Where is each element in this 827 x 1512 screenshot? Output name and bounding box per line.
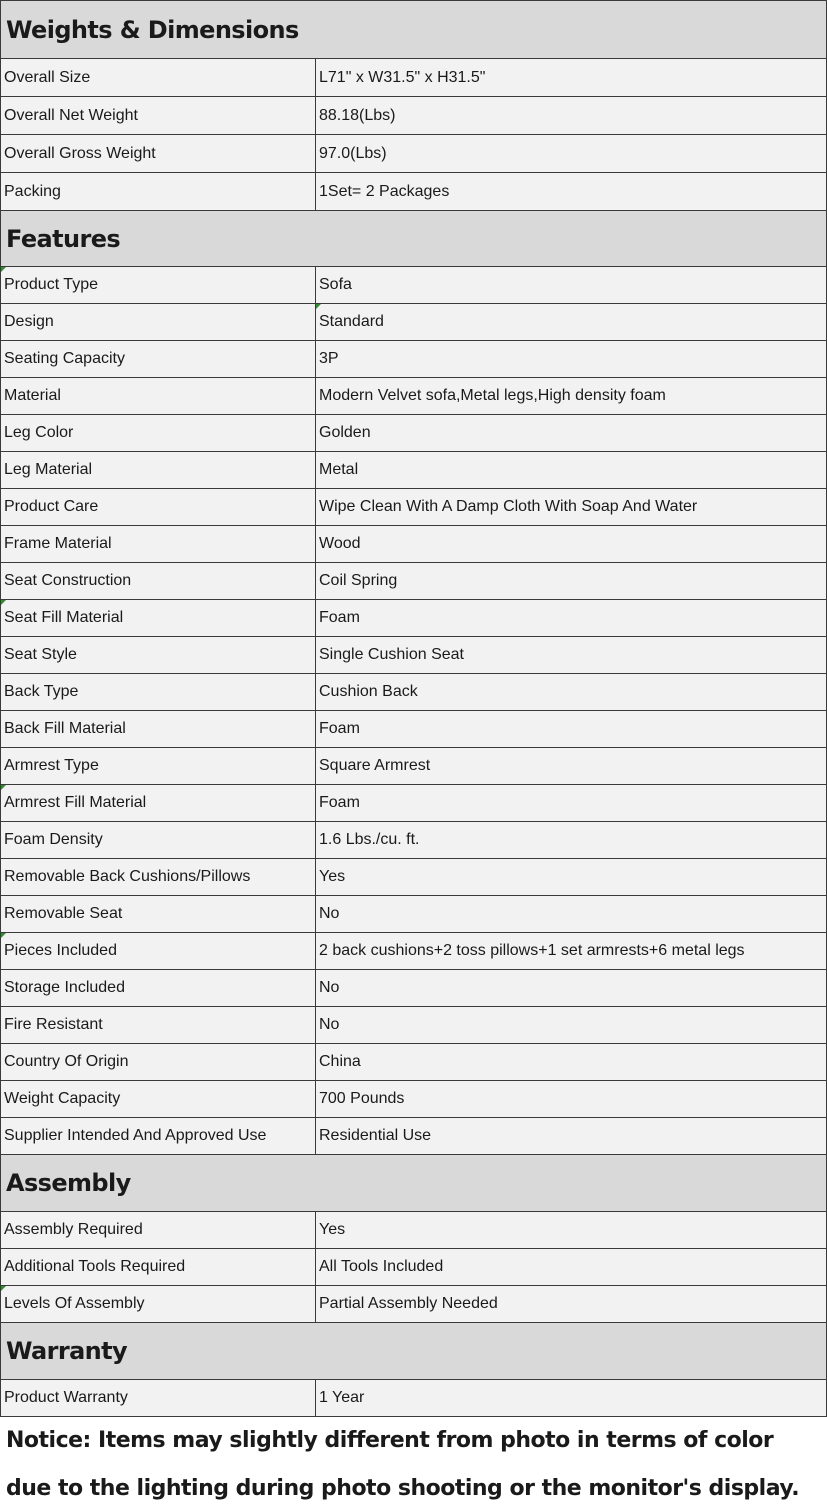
spec-label: Product Type: [4, 276, 98, 293]
corner-marker-icon: [1, 933, 6, 938]
spec-value: Single Cushion Seat: [316, 637, 827, 674]
spec-value: Golden: [316, 415, 827, 452]
table-row: [1, 59, 827, 97]
table-row: [1, 970, 827, 1007]
table-row: [1, 526, 827, 563]
spec-label: Armrest Fill Material: [4, 794, 147, 811]
spec-label: Country Of Origin: [1, 1044, 316, 1081]
table-row: [1, 1118, 827, 1155]
spec-value: Foam: [316, 785, 827, 822]
spec-value: Standard: [319, 313, 384, 330]
table-row: [1, 1007, 827, 1044]
corner-marker-icon: [316, 304, 321, 309]
table-row: [1, 341, 827, 378]
spec-label: Packing: [1, 173, 316, 211]
table-row: [1, 489, 827, 526]
spec-label: Seat Fill Material: [4, 609, 124, 626]
spec-label: Storage Included: [1, 970, 316, 1007]
table-row: [1, 711, 827, 748]
spec-value: 1Set= 2 Packages: [316, 173, 827, 211]
spec-value: Metal: [316, 452, 827, 489]
spec-value: 2 back cushions+2 toss pillows+1 set armrests+6 metal legs: [316, 933, 827, 970]
spec-label: Levels Of Assembly: [4, 1295, 145, 1312]
section-title: Weights & Dimensions: [1, 1, 827, 59]
section-header-warranty: [1, 1323, 827, 1380]
spec-label: Weight Capacity: [1, 1081, 316, 1118]
section-title: Features: [1, 211, 827, 267]
corner-marker-icon: [1, 267, 6, 272]
spec-value: No: [316, 970, 827, 1007]
table-row: [1, 822, 827, 859]
spec-label: Overall Gross Weight: [1, 135, 316, 173]
table-row: [1, 600, 827, 637]
table-row: [1, 859, 827, 896]
spec-label: Fire Resistant: [1, 1007, 316, 1044]
section-title: Assembly: [1, 1155, 827, 1212]
table-row: [1, 785, 827, 822]
spec-value: Square Armrest: [316, 748, 827, 785]
spec-value: Yes: [316, 1212, 827, 1249]
corner-marker-icon: [1, 1286, 6, 1291]
table-row: [1, 1212, 827, 1249]
spec-label: Seat Construction: [1, 563, 316, 600]
spec-label: Back Fill Material: [1, 711, 316, 748]
table-row: [1, 674, 827, 711]
spec-label: Armrest Type: [1, 748, 316, 785]
spec-label: Leg Color: [1, 415, 316, 452]
spec-value: No: [316, 896, 827, 933]
corner-marker-icon: [1, 785, 6, 790]
table-row: [1, 637, 827, 674]
table-row: [1, 97, 827, 135]
notice-line-1: Notice: Items may slightly different from photo in terms of color: [6, 1428, 774, 1453]
spec-label: Overall Net Weight: [1, 97, 316, 135]
table-row: [1, 1286, 827, 1323]
table-row: [1, 378, 827, 415]
table-row: [1, 1044, 827, 1081]
section-header-features: [1, 211, 827, 267]
spec-value: Partial Assembly Needed: [316, 1286, 827, 1323]
spec-value: 3P: [316, 341, 827, 378]
corner-marker-icon: [1, 600, 6, 605]
table-row: [1, 173, 827, 211]
spec-label: Back Type: [1, 674, 316, 711]
spec-label: Material: [1, 378, 316, 415]
spec-value: Foam: [316, 711, 827, 748]
spec-label: Seat Style: [1, 637, 316, 674]
spec-label: Removable Seat: [1, 896, 316, 933]
spec-value: Sofa: [316, 267, 827, 304]
table-row: [1, 748, 827, 785]
spec-value: Foam: [316, 600, 827, 637]
spec-value: Wood: [316, 526, 827, 563]
section-header-weights: [1, 1, 827, 59]
spec-label: Overall Size: [1, 59, 316, 97]
table-row: [1, 267, 827, 304]
spec-value: 700 Pounds: [316, 1081, 827, 1118]
spec-label: Removable Back Cushions/Pillows: [1, 859, 316, 896]
table-row: [1, 1380, 827, 1417]
spec-label: Foam Density: [1, 822, 316, 859]
spec-value: China: [316, 1044, 827, 1081]
section-title: Warranty: [1, 1323, 827, 1380]
spec-value: Modern Velvet sofa,Metal legs,High density foam: [316, 378, 827, 415]
table-row: [1, 1249, 827, 1286]
spec-label: Supplier Intended And Approved Use: [1, 1118, 316, 1155]
spec-value: 88.18(Lbs): [316, 97, 827, 135]
table-row: [1, 135, 827, 173]
spec-label: Frame Material: [1, 526, 316, 563]
table-row: [1, 415, 827, 452]
spec-value: Residential Use: [316, 1118, 827, 1155]
table-row: [1, 452, 827, 489]
table-row: [1, 896, 827, 933]
spec-label: Seating Capacity: [1, 341, 316, 378]
spec-label: Assembly Required: [1, 1212, 316, 1249]
spec-value: 1.6 Lbs./cu. ft.: [316, 822, 827, 859]
spec-label: Design: [1, 304, 316, 341]
spec-label: Leg Material: [1, 452, 316, 489]
table-row: [1, 933, 827, 970]
section-header-assembly: [1, 1155, 827, 1212]
spec-value: All Tools Included: [316, 1249, 827, 1286]
spec-label: Product Warranty: [1, 1380, 316, 1417]
spec-label: Additional Tools Required: [1, 1249, 316, 1286]
spec-value: Yes: [316, 859, 827, 896]
spec-label: Product Care: [1, 489, 316, 526]
spec-label: Pieces Included: [4, 942, 117, 959]
spec-value: Coil Spring: [316, 563, 827, 600]
spec-value: 1 Year: [316, 1380, 827, 1417]
spec-value: Cushion Back: [316, 674, 827, 711]
table-row: [1, 304, 827, 341]
table-row: [1, 1081, 827, 1118]
spec-value: L71" x W31.5" x H31.5": [316, 59, 827, 97]
spec-value: 97.0(Lbs): [316, 135, 827, 173]
table-row: [1, 563, 827, 600]
spec-value: No: [316, 1007, 827, 1044]
spec-value: Wipe Clean With A Damp Cloth With Soap And Water: [316, 489, 827, 526]
notice-line-2: due to the lighting during photo shooting or the monitor's display.: [6, 1476, 800, 1501]
